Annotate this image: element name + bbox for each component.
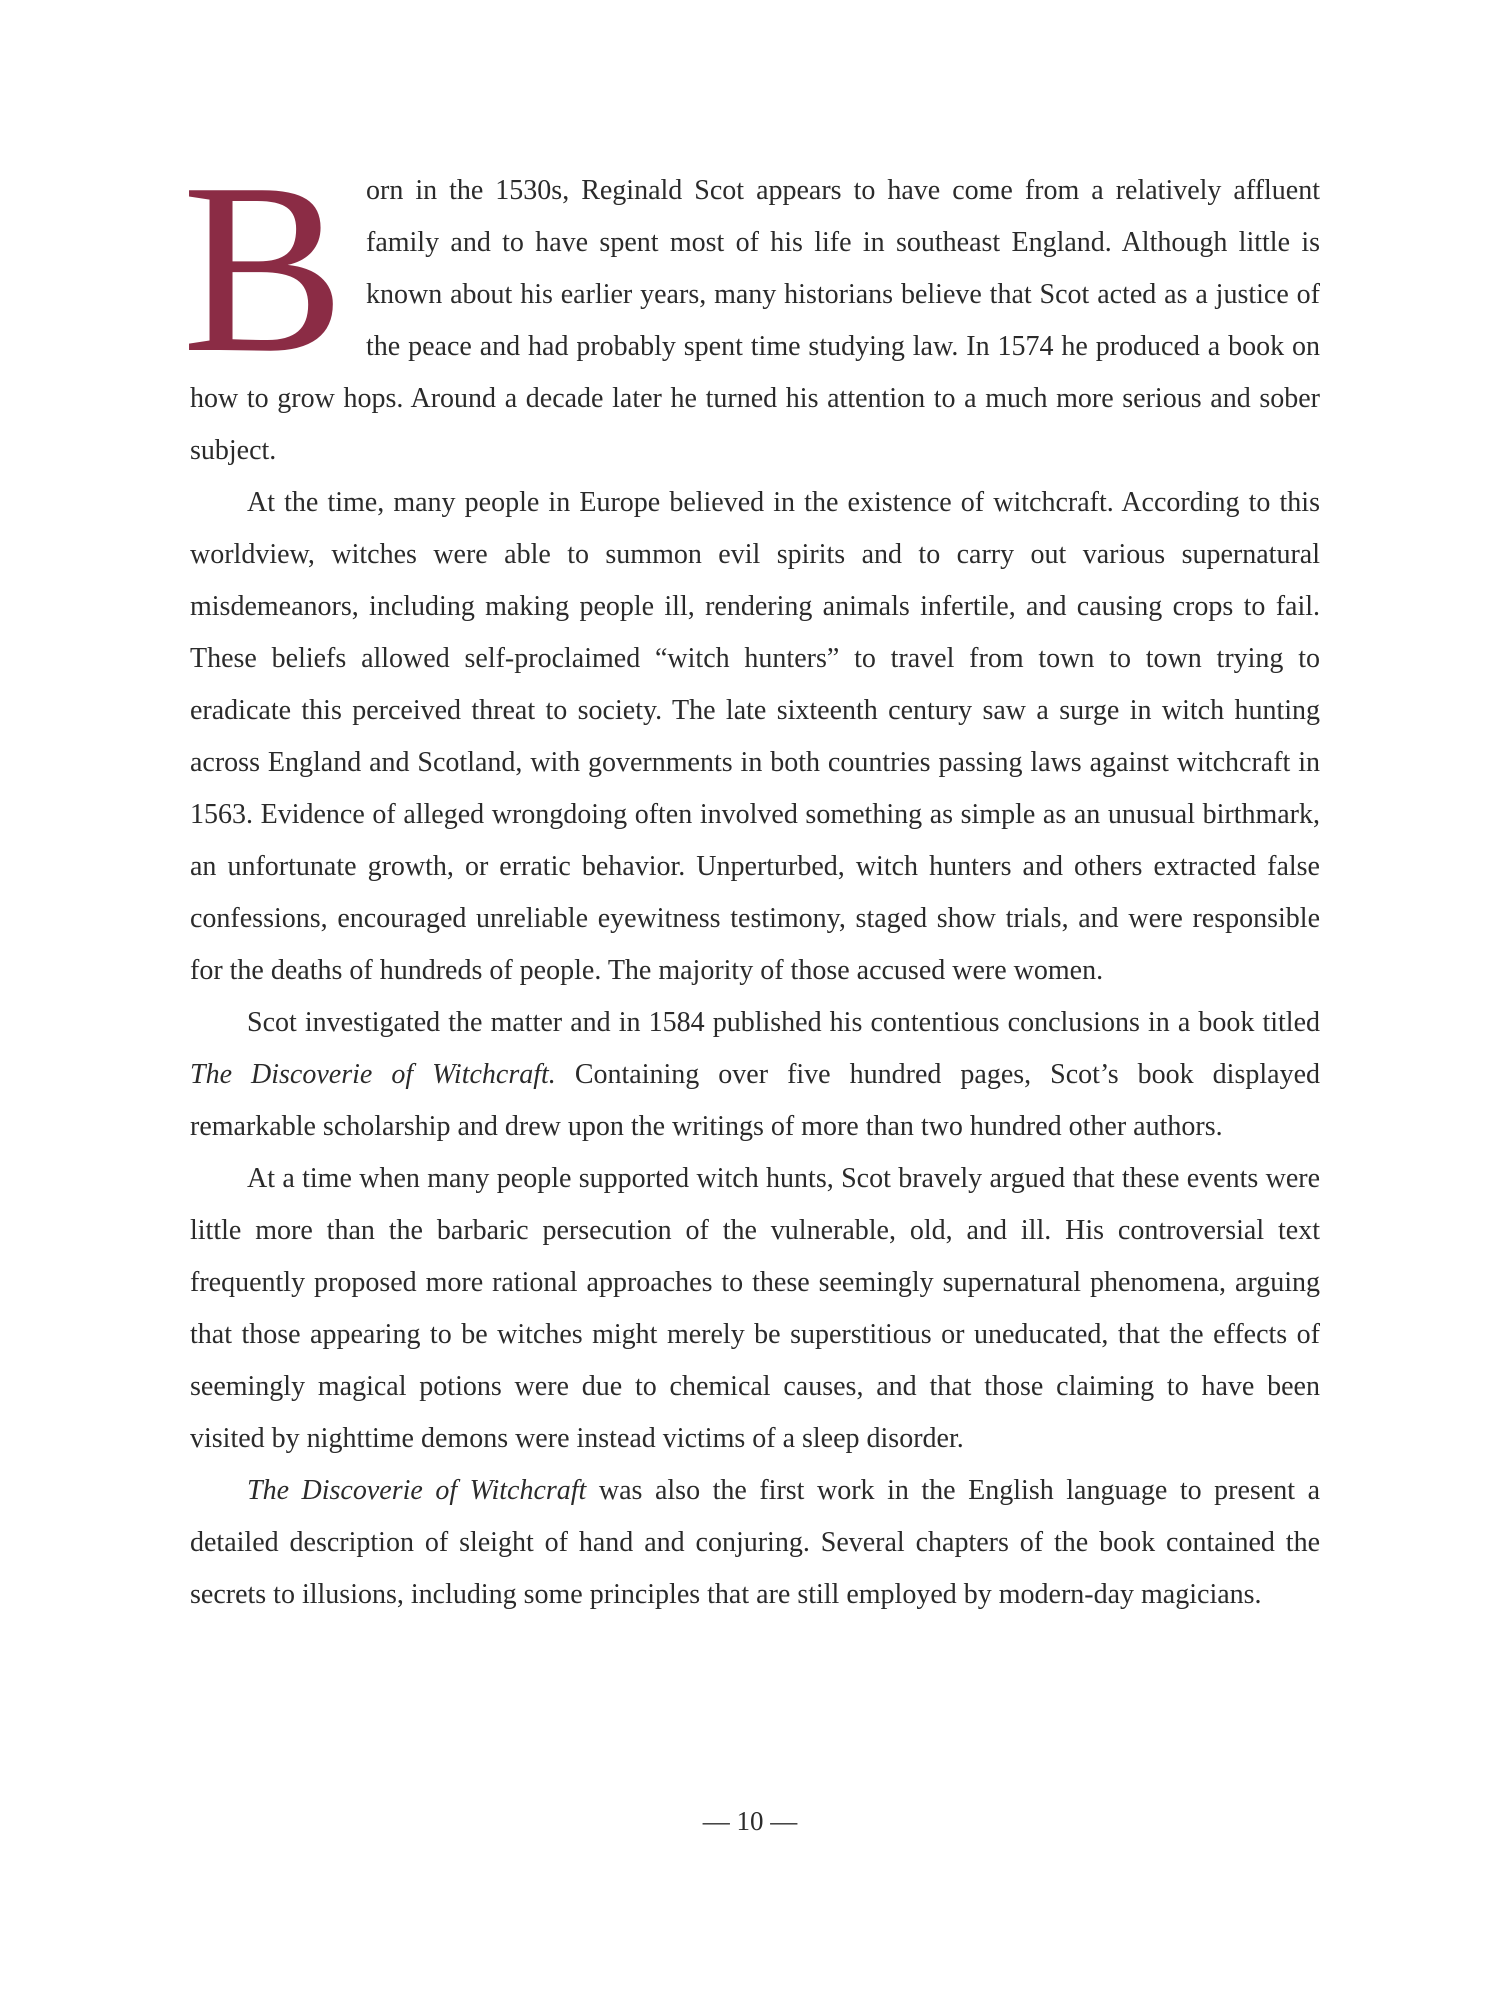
paragraph-1 (182, 133, 1320, 477)
drop-cap: B (182, 133, 345, 403)
paragraph-2: At the time, many people in Europe believed in the existence of witchcraft. According to this worldview, witches were able to summon evil spirits and to carry out various supernatural misdemeanors, including making people ill, rendering animals infertile, and causing crops to fail. These beliefs allowed self-proclaimed “witch hunters” to travel from town to town trying to eradicate this perceived threat to society. The late sixteenth century saw a surge in witch hunting across England and Scotland, with governments in both countries passing laws against witchcraft in 1563. Evidence of alleged wrongdoing often involved something as simple as an unusual birthmark, an unfortunate growth, or erratic behavior. Unperturbed, witch hunters and others extracted false confessions, encouraged unreliable eyewitness testimony, staged show trials, and were responsible for the deaths of hundreds of people. The majority of those accused were women. (190, 487, 1320, 986)
book-title-italic: The Discoverie of Witchcraft (247, 1475, 587, 1506)
paragraph-5 (190, 1465, 1320, 1621)
paragraph-1-text: orn in the 1530s, Reginald Scot appears to have come from a relatively affluent family and to have spent most of his life in southeast England. Although little is known about his earlier years, many historians believe that Scot acted as a justice of the peace and had probably spent time studying law. In 1574 he produced a book on how to grow hops. Around a decade later he turned his attention to a much more serious and sober subject. (190, 175, 1320, 466)
book-title-italic: The Discoverie of Witchcraft. (190, 1059, 556, 1090)
body-text (182, 133, 1320, 1621)
paragraph-4: At a time when many people supported witch hunts, Scot bravely argued that these events were little more than the barbaric persecution of the vulnerable, old, and ill. His controversial text frequently proposed more rational approaches to these seemingly supernatural phenomena, arguing that those appearing to be witches might merely be superstitious or uneducated, that the effects of seemingly magical potions were due to chemical causes, and that those claiming to have been visited by nighttime demons were instead victims of a sleep disorder. (190, 1163, 1320, 1454)
paragraph-5-text-after: was also the first work in the English language to present a detailed description of sleight of hand and conjuring. Several chapters of the book contained the secrets to illusions, including some principles that are still employed by modern-day magicians. (190, 1475, 1320, 1610)
paragraph-3-text-after: Containing over five hundred pages, Scot’s book displayed remarkable scholarship and drew upon the writings of more than two hundred other authors. (190, 1059, 1320, 1142)
page-number: — 10 — (702, 1806, 798, 1836)
paragraph-3-text-before: Scot investigated the matter and in 1584 published his contentious conclusions in a book titled (247, 1007, 1320, 1038)
paragraph-3 (190, 997, 1320, 1153)
